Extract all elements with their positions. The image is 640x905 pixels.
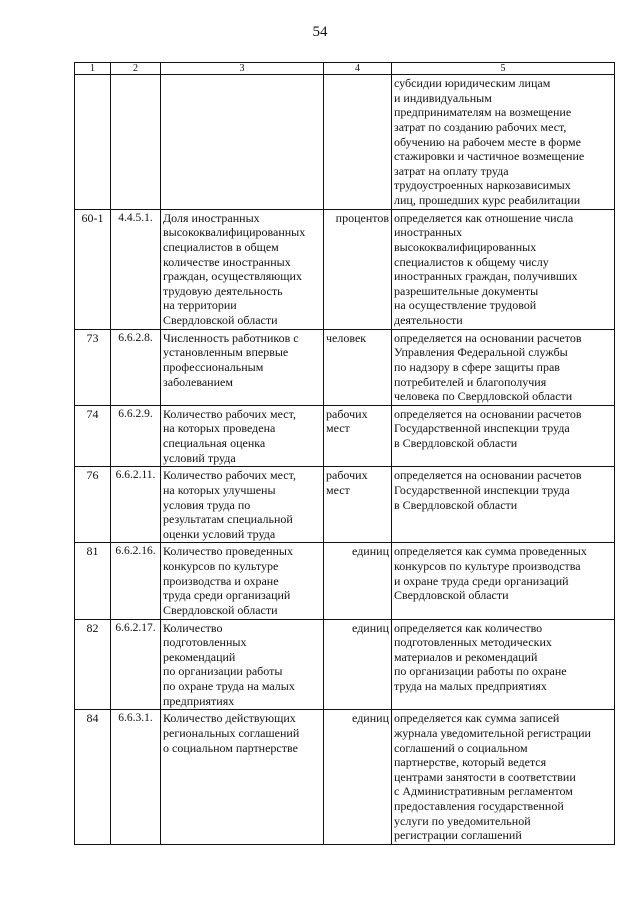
indicator-code-cell: 4.4.5.1. (111, 209, 161, 329)
indicator-code-cell: 6.6.2.16. (111, 543, 161, 619)
row-number-cell: 81 (75, 543, 111, 619)
indicator-name-cell: Количество действующих региональных соглашений о социальном партнерстве (161, 710, 324, 845)
indicator-name-cell: Численность работников с установленным впервые профессиональным заболеванием (161, 329, 324, 405)
unit-cell: единиц (324, 543, 392, 619)
row-number-cell: 74 (75, 405, 111, 467)
table-row (75, 467, 615, 543)
indicator-code-cell: 6.6.2.8. (111, 329, 161, 405)
row-number-cell: 84 (75, 710, 111, 845)
indicator-name-cell: Количество подготовленных рекомендаций по организации работы по охране труда на малых предприятиях (161, 619, 324, 710)
table-row (75, 619, 615, 710)
column-header-2: 2 (111, 63, 161, 75)
indicator-code-cell: 6.6.2.17. (111, 619, 161, 710)
unit-cell: процентов (324, 209, 392, 329)
unit-cell: рабочих мест (324, 467, 392, 543)
definition-cell: определяется как сумма записей журнала уведомительной регистрации соглашений о социальном партнерстве, который ведется центрами занятости в соответствии с Административным регламентом предоставления государственной услуги по уведомительной регистрации соглашений (392, 710, 615, 845)
definition-cell: определяется на основании расчетов Государственной инспекции труда в Свердловской области (392, 467, 615, 543)
table-row (75, 209, 615, 329)
indicator-code-cell (111, 75, 161, 210)
table-row (75, 329, 615, 405)
row-number-cell (75, 75, 111, 210)
indicator-name-cell: Количество проведенных конкурсов по культуре производства и охране труда среди организаций Свердловской области (161, 543, 324, 619)
indicator-name-cell (161, 75, 324, 210)
definition-cell: определяется как отношение числа иностранных высококвалифицированных специалистов к общему числу иностранных граждан, получивших разрешительные документы на осуществление трудовой деятельности (392, 209, 615, 329)
definition-cell: субсидии юридическим лицам и индивидуальным предпринимателям на возмещение затрат по созданию рабочих мест, обучению на рабочем месте в форме стажировки и частичное возмещение затрат на оплату труда трудоустроенных наркозависимых лиц, прошедших курс реабилитации (392, 75, 615, 210)
page-number: 54 (312, 24, 328, 40)
column-header-5: 5 (392, 63, 615, 75)
table-header-row (75, 63, 615, 75)
table-row (75, 405, 615, 467)
unit-cell: единиц (324, 619, 392, 710)
row-number-cell: 60-1 (75, 209, 111, 329)
unit-cell: рабочих мест (324, 405, 392, 467)
column-header-1: 1 (75, 63, 111, 75)
table-body (75, 75, 615, 845)
unit-cell: единиц (324, 710, 392, 845)
indicator-name-cell: Доля иностранных высококвалифицированных специалистов в общем количестве иностранных граждан, осуществляющих трудовую деятельность на территории Свердловской области (161, 209, 324, 329)
definition-cell: определяется как количество подготовленных методических материалов и рекомендаций по организации работы по охране труда на малых предприятиях (392, 619, 615, 710)
indicators-table (74, 62, 615, 845)
table-row (75, 75, 615, 210)
definition-cell: определяется как сумма проведенных конкурсов по культуре производства и охране труда среди организаций Свердловской области (392, 543, 615, 619)
table-row (75, 710, 615, 845)
indicator-code-cell: 6.6.3.1. (111, 710, 161, 845)
definition-cell: определяется на основании расчетов Управления Федеральной службы по надзору в сфере защиты прав потребителей и благополучия человека по Свердловской области (392, 329, 615, 405)
column-header-4: 4 (324, 63, 392, 75)
column-header-3: 3 (161, 63, 324, 75)
row-number-cell: 76 (75, 467, 111, 543)
indicator-name-cell: Количество рабочих мест, на которых улучшены условия труда по результатам специальной оценки условий труда (161, 467, 324, 543)
definition-cell: определяется на основании расчетов Государственной инспекции труда в Свердловской области (392, 405, 615, 467)
table-row (75, 543, 615, 619)
unit-cell: человек (324, 329, 392, 405)
row-number-cell: 73 (75, 329, 111, 405)
unit-cell (324, 75, 392, 210)
indicator-code-cell: 6.6.2.9. (111, 405, 161, 467)
indicator-code-cell: 6.6.2.11. (111, 467, 161, 543)
row-number-cell: 82 (75, 619, 111, 710)
indicator-name-cell: Количество рабочих мест, на которых проведена специальная оценка условий труда (161, 405, 324, 467)
